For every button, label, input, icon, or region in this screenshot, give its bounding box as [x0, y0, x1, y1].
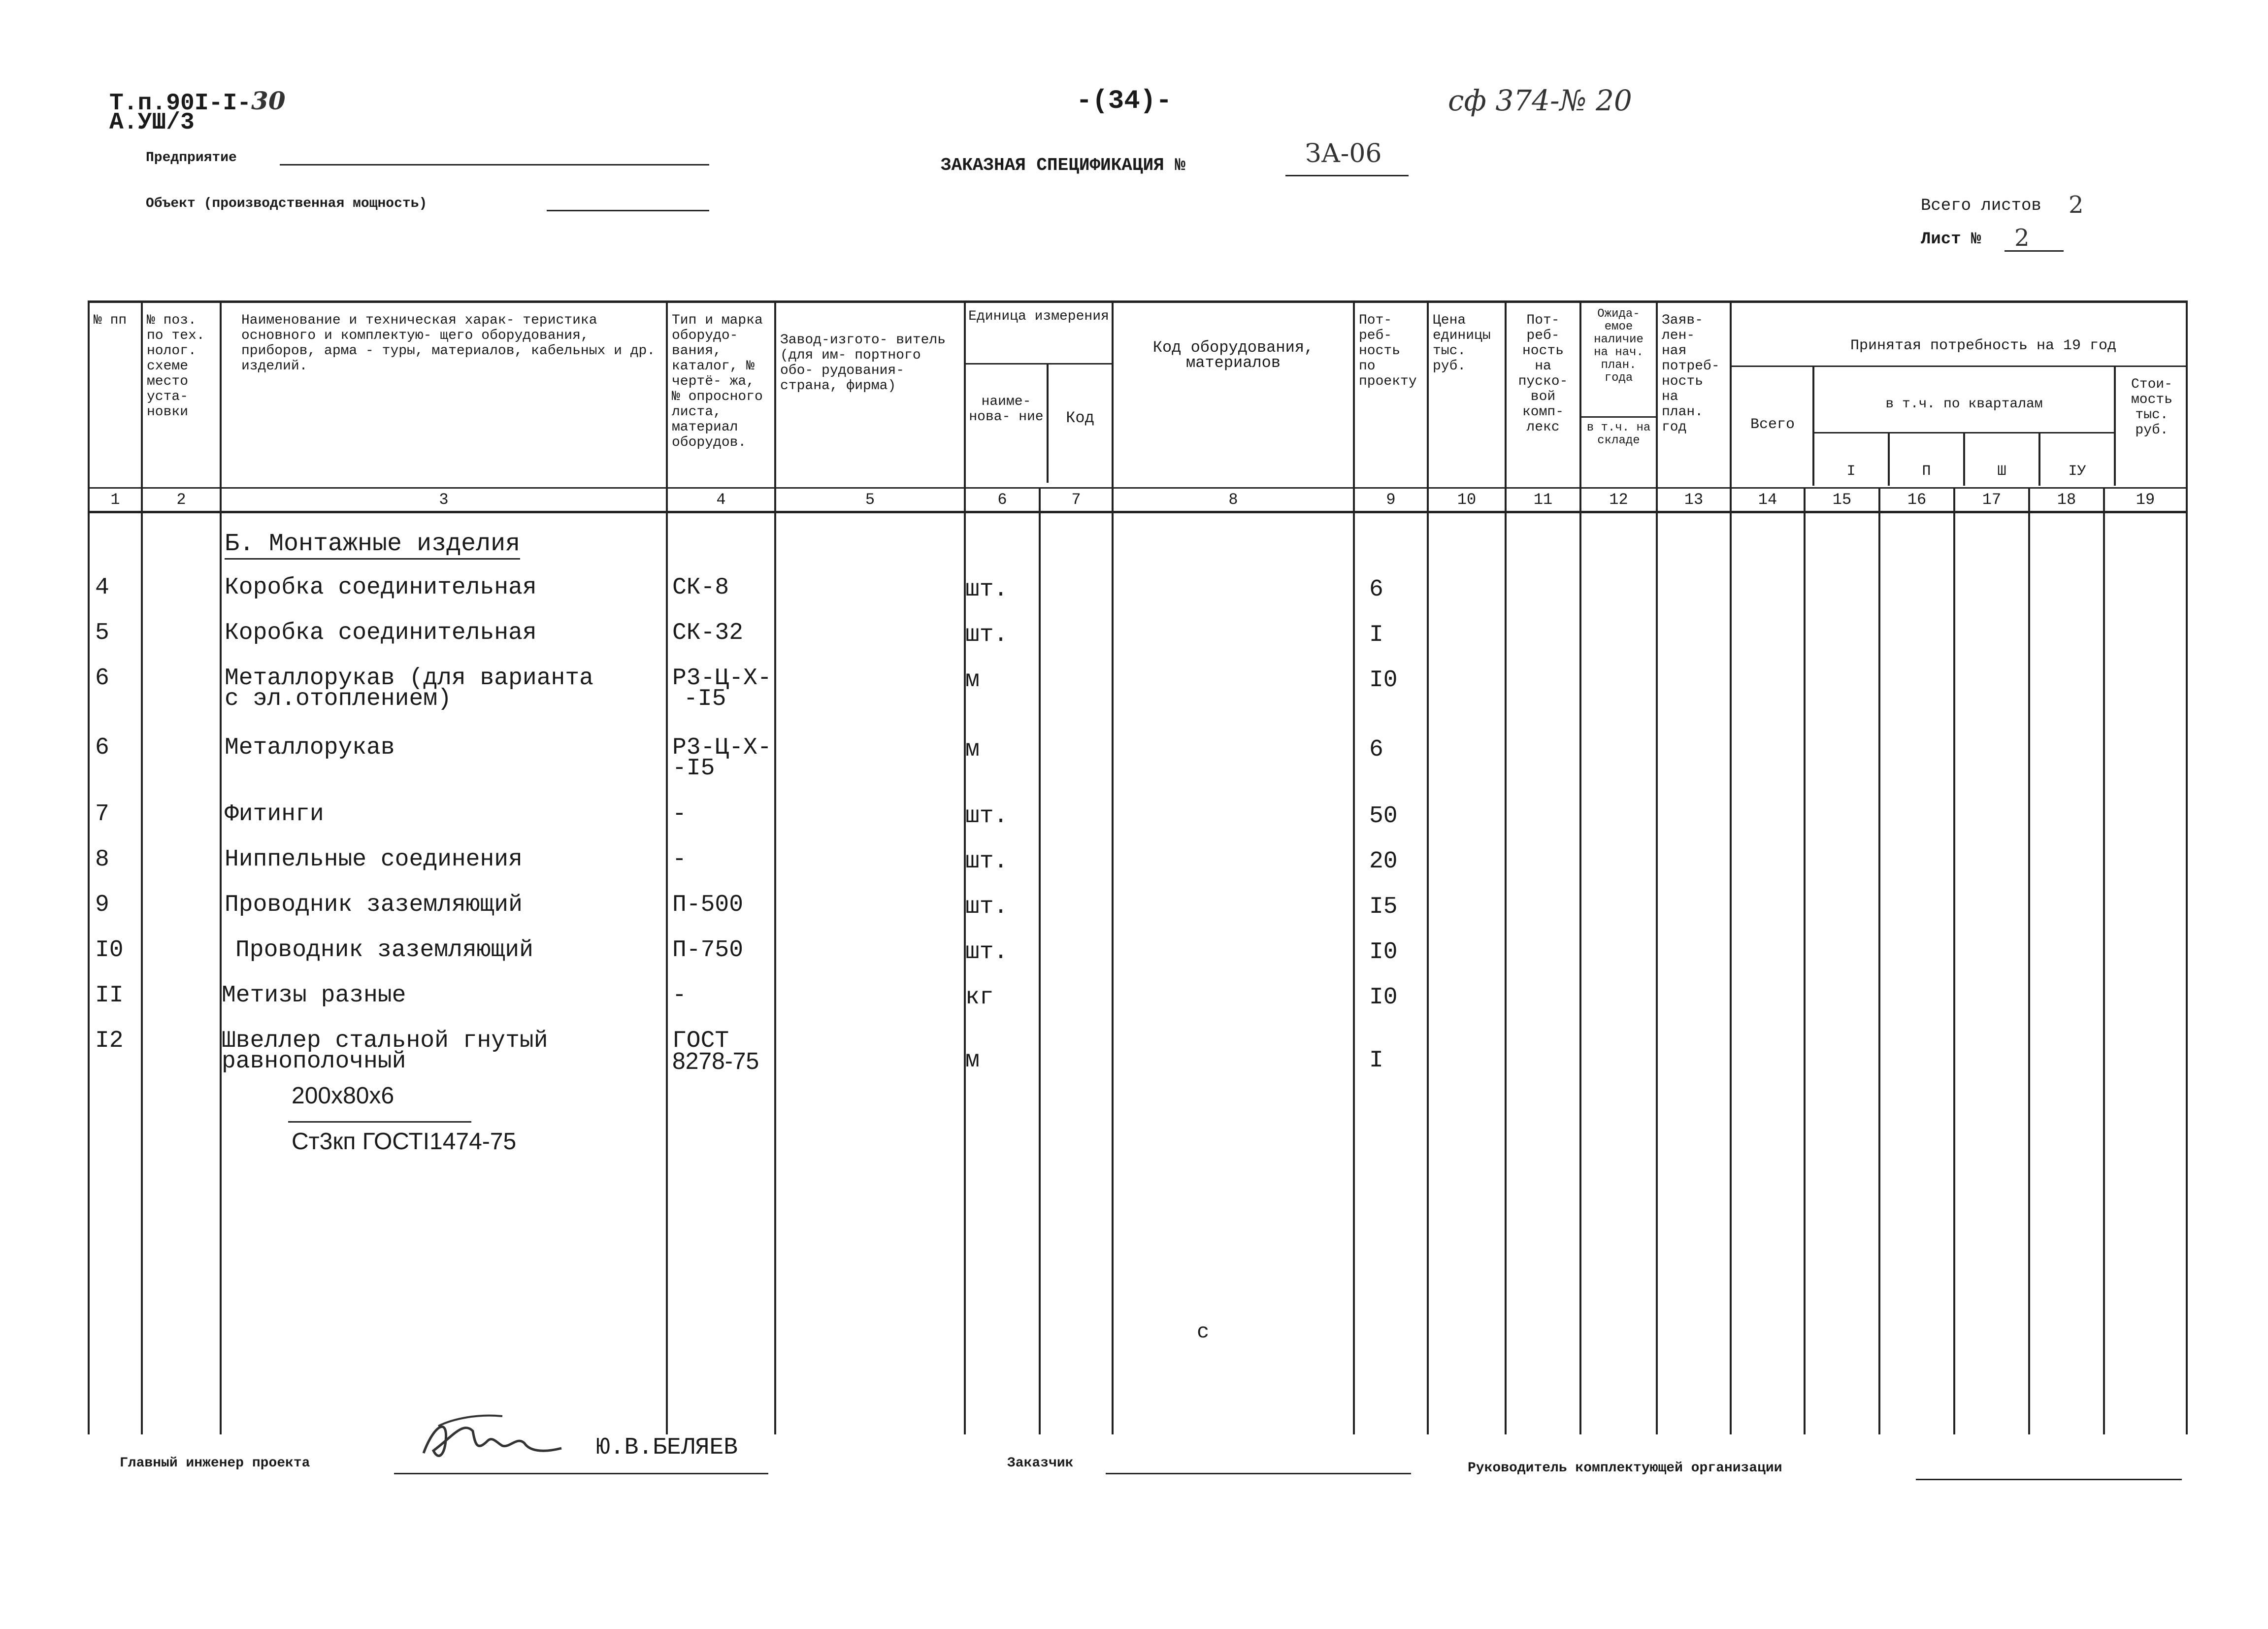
- page-number: -(34)-: [1076, 86, 1172, 116]
- col-number: 13: [1657, 488, 1731, 512]
- row-no: 6: [95, 665, 109, 692]
- column-number-row: [89, 488, 2187, 512]
- row-unit: м: [965, 736, 980, 763]
- row-type: Р3-Ц-Х-: [672, 665, 772, 692]
- expected-stock-label: Ожида- емое наличие на нач. план. года: [1581, 303, 1656, 418]
- total-sheets-label: Всего листов: [1921, 197, 2041, 215]
- row-type: ГОСТ: [672, 1028, 729, 1054]
- sheet-value: 2: [2014, 224, 2030, 252]
- col-number: 7: [1040, 488, 1113, 512]
- row-qty: I5: [1369, 894, 1398, 920]
- chief-engineer-line: [394, 1473, 768, 1474]
- sheet-line: [2005, 250, 2064, 252]
- row-type: П-500: [672, 892, 744, 918]
- spec-number-line: [1285, 175, 1409, 176]
- project-code-handwritten: 30: [251, 86, 286, 115]
- row-type: -: [672, 801, 687, 828]
- row-unit: шт.: [965, 894, 1008, 920]
- col-header-accepted-group: [1731, 302, 2187, 488]
- col-header-expected-stock: [1580, 302, 1657, 488]
- row-type: СК-8: [672, 574, 729, 601]
- col-number: 16: [1879, 488, 1954, 512]
- chief-engineer-label: Главный инженер проекта: [120, 1456, 310, 1471]
- row-name-line4: Ст3кп ГОСТI1474-75: [292, 1129, 517, 1155]
- col-number: 3: [221, 488, 667, 512]
- project-code-printed: Т.п.90I-I-: [109, 90, 252, 117]
- chief-engineer-name: Ю.В.БЕЛЯЕВ: [596, 1434, 738, 1461]
- object-label: Объект (производственная мощность): [146, 196, 427, 211]
- row-no: I2: [95, 1028, 124, 1054]
- col-header-position: № поз. по тех. нолог. схеме место уста- новки: [142, 302, 221, 488]
- section-title: Б. Монтажные изделия: [225, 533, 520, 556]
- row-type: Р3-Ц-Х-: [672, 734, 772, 761]
- row-name: Коробка соединительная: [225, 620, 537, 646]
- col-header-equipment-code: Код оборудования, материалов: [1113, 302, 1354, 488]
- profile-fraction-line: [288, 1121, 471, 1123]
- row-type-line2: -I5: [672, 755, 715, 782]
- col-number: 9: [1354, 488, 1428, 512]
- chief-engineer-signature: [419, 1406, 566, 1473]
- customer-line: [1106, 1473, 1411, 1474]
- col-header-unit-code: Код: [1066, 409, 1094, 427]
- col-number: 10: [1428, 488, 1506, 512]
- row-name: Коробка соединительная: [225, 574, 537, 601]
- col-number: 17: [1954, 488, 2029, 512]
- col-header-q2: П: [1890, 433, 1965, 486]
- col-number: 5: [775, 488, 965, 512]
- row-name: Металлорукав (для варианта: [225, 665, 593, 692]
- stray-mark: с: [1197, 1320, 1210, 1344]
- col-header-cost: Стои- мость тыс. руб.: [2131, 377, 2173, 438]
- spec-label: ЗАКАЗНАЯ СПЕЦИФИКАЦИЯ №: [941, 155, 1185, 175]
- col-header-type: Тип и марка оборудо- вания, каталог, № чертё- жа, № опросного листа, материал оборудов.: [667, 302, 775, 488]
- album-code: А.УШ/3: [109, 109, 195, 136]
- row-unit: шт.: [965, 848, 1008, 875]
- document-stamp: сф 374-№ 20: [1448, 84, 1632, 117]
- object-line: [547, 210, 709, 211]
- signature-icon: [419, 1406, 566, 1470]
- col-number: 19: [2104, 488, 2187, 512]
- row-qty: I: [1369, 622, 1383, 648]
- col-number: 12: [1580, 488, 1657, 512]
- unit-group-label: Единица измерения: [966, 303, 1112, 365]
- row-name: Ниппельные соединения: [225, 846, 523, 873]
- total-sheets-value: 2: [2069, 191, 2084, 219]
- row-type: П-750: [672, 937, 744, 964]
- row-unit: м: [965, 1047, 980, 1074]
- row-qty: 6: [1369, 736, 1383, 763]
- row-unit: шт.: [965, 803, 1008, 830]
- table-body: [89, 512, 2187, 1434]
- col-header-no: № пп: [89, 302, 142, 488]
- row-type-line2: -I5: [684, 686, 726, 712]
- accepted-need-label: Принятая потребность на 19 год: [1732, 303, 2186, 367]
- col-header-name: Наименование и техническая харак- теристика основного и комплектую- щего оборудования, приборов, арма - туры, материалов, кабельных и др. изделий.: [221, 302, 667, 488]
- enterprise-line: [280, 164, 709, 166]
- col-number: 8: [1113, 488, 1354, 512]
- sheet-label: Лист №: [1921, 230, 1981, 249]
- col-number: 4: [667, 488, 775, 512]
- col-header-manufacturer: Завод-изгото- витель (для им- портного обо- рудования- страна, фирма): [775, 302, 965, 488]
- row-unit: кг: [965, 984, 994, 1011]
- in-stock-label: в т.ч. на складе: [1586, 421, 1651, 447]
- row-no: 6: [95, 734, 109, 761]
- supplier-label: Руководитель комплектующей организации: [1468, 1461, 1782, 1476]
- col-number: 2: [142, 488, 221, 512]
- enterprise-label: Предприятие: [146, 150, 237, 166]
- col-number: 6: [965, 488, 1040, 512]
- col-header-q4: IУ: [2068, 463, 2086, 480]
- row-no: 4: [95, 574, 109, 601]
- row-qty: 6: [1369, 576, 1383, 603]
- row-qty: I0: [1369, 667, 1398, 694]
- row-no: 7: [95, 801, 109, 828]
- col-header-unit-name: наиме- нова- ние: [966, 365, 1049, 483]
- row-unit: м: [965, 667, 980, 694]
- row-name: Проводник заземляющий: [225, 892, 523, 918]
- supplier-line: [1916, 1479, 2182, 1480]
- col-number: 15: [1805, 488, 1879, 512]
- col-header-unit-price: Цена единицы тыс. руб.: [1428, 302, 1506, 488]
- quarters-label: в т.ч. по кварталам: [1814, 367, 2114, 433]
- row-name: Метизы разные: [222, 982, 406, 1009]
- row-name-line3: 200х80х6: [292, 1083, 394, 1109]
- quarters-group: [1814, 367, 2116, 486]
- row-name-line2: равнополочный: [222, 1048, 406, 1075]
- row-no: II: [95, 982, 124, 1009]
- row-unit: шт.: [965, 939, 1008, 965]
- col-number: 18: [2029, 488, 2104, 512]
- row-unit: шт.: [965, 576, 1008, 603]
- row-qty: 20: [1369, 848, 1398, 875]
- row-no: 9: [95, 892, 109, 918]
- spec-number: ЗА-06: [1305, 139, 1382, 168]
- row-type: СК-32: [672, 620, 744, 646]
- col-header-unit-group: [965, 302, 1113, 488]
- col-number: 14: [1731, 488, 1805, 512]
- row-type-line2: 8278-75: [672, 1048, 759, 1074]
- col-header-declared-need: Заяв- лен- ная потреб- ность на план. год: [1657, 302, 1731, 488]
- row-name: Металлорукав: [225, 734, 395, 761]
- row-no: I0: [95, 937, 124, 964]
- row-no: 5: [95, 620, 109, 646]
- row-qty: 50: [1369, 803, 1398, 830]
- col-header-q1: I: [1814, 433, 1890, 486]
- row-type: -: [672, 846, 687, 873]
- row-unit: шт.: [965, 622, 1008, 648]
- col-header-q3: Ш: [1965, 433, 2040, 486]
- col-number: 11: [1506, 488, 1580, 512]
- row-name: Проводник заземляющий: [235, 937, 533, 964]
- col-number: 1: [89, 488, 142, 512]
- col-header-total: Всего: [1732, 367, 1814, 486]
- row-type: -: [672, 982, 687, 1009]
- row-qty: I0: [1369, 939, 1398, 965]
- row-qty: I0: [1369, 984, 1398, 1011]
- col-header-project-need: Пот- реб- ность по проекту: [1354, 302, 1428, 488]
- row-name-line2: с эл.отоплением): [225, 686, 452, 712]
- col-header-startup-need: Пот- реб- ность на пуско- вой комп- лекс: [1506, 302, 1580, 488]
- customer-label: Заказчик: [1007, 1456, 1074, 1471]
- row-name: Фитинги: [225, 801, 324, 828]
- row-no: 8: [95, 846, 109, 873]
- row-qty: I: [1369, 1047, 1383, 1074]
- row-name: Швеллер стальной гнутый: [222, 1028, 548, 1054]
